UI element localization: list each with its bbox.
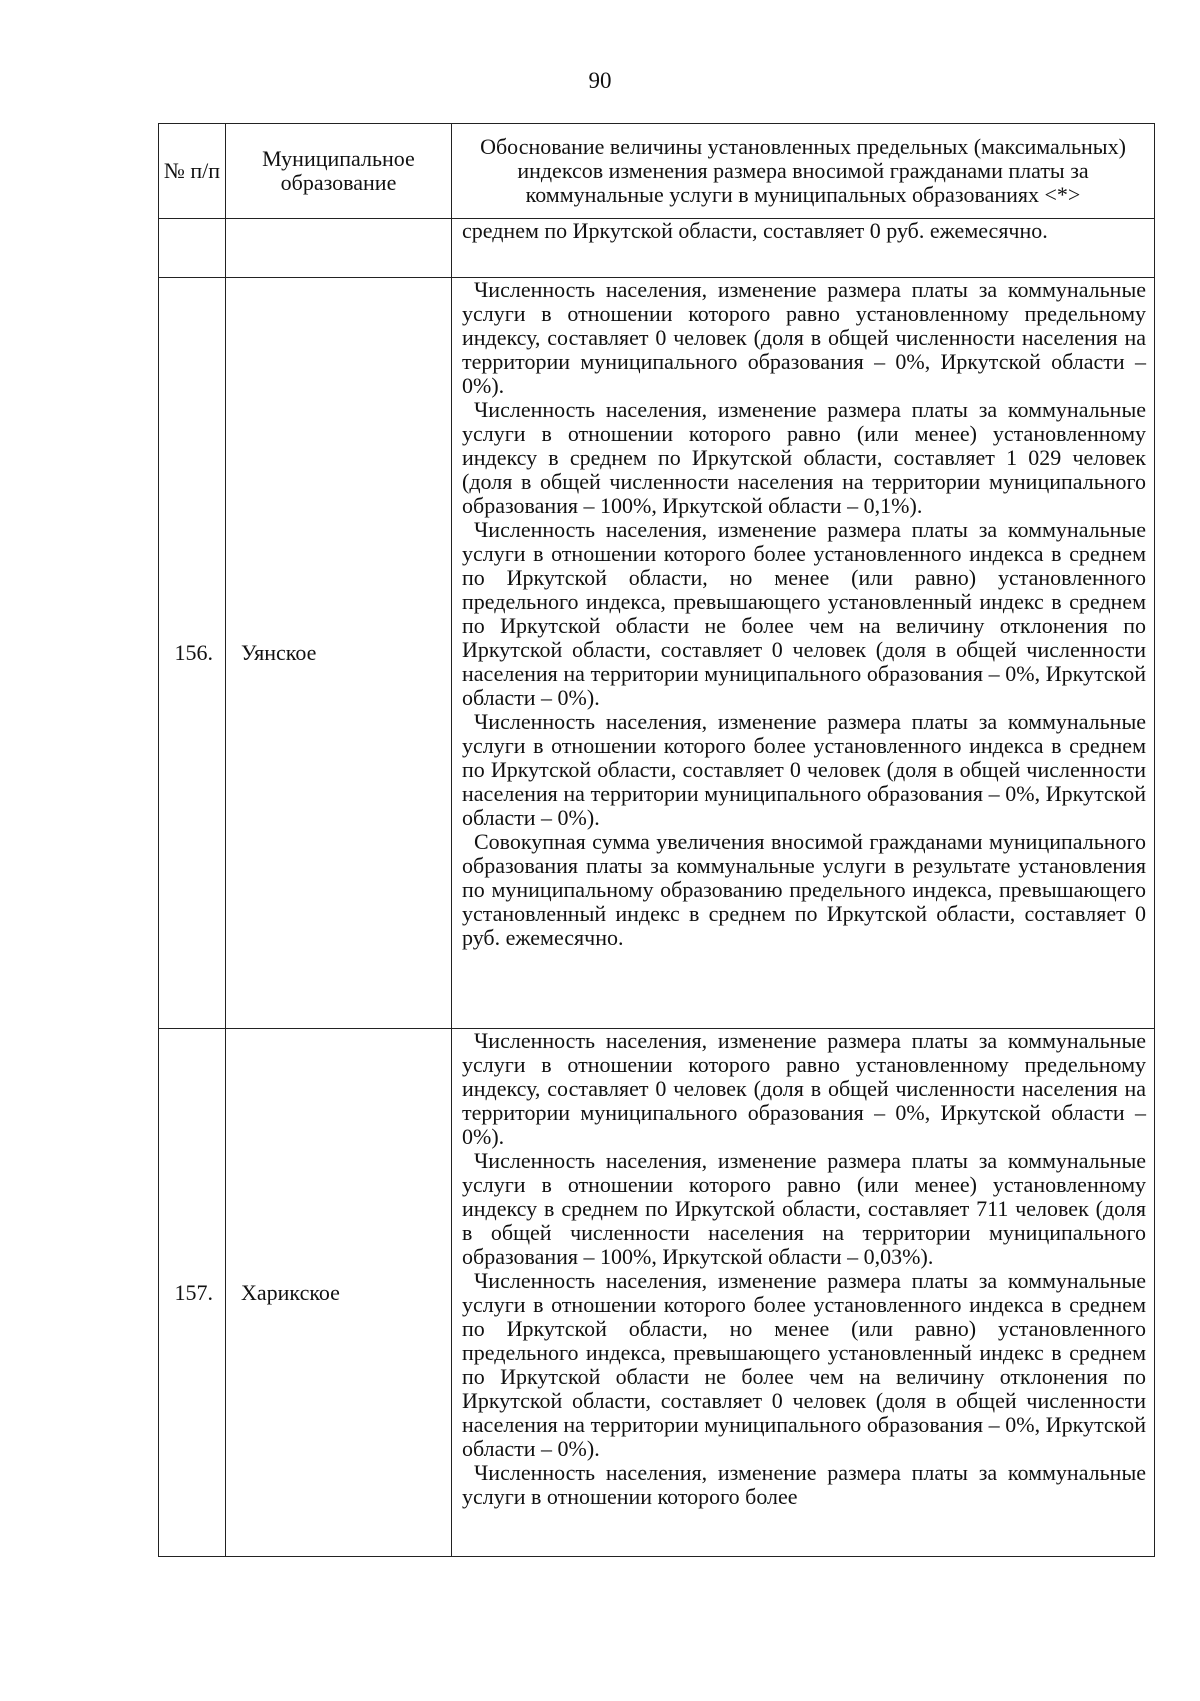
row-justification	[452, 1029, 1155, 1557]
row-number: 156.	[159, 278, 226, 1029]
row-number	[159, 219, 226, 278]
row-justification	[452, 278, 1155, 1029]
table-row	[159, 219, 1155, 278]
justification-paragraph: Численность населения, изменение размера платы за коммунальные услуги в отношении которого равно (или менее) установленному индексу в среднем по Иркутской области, составляет 1 029 человек (доля в общей численности населения на территории муниципального образования – 100%, Иркутской области – 0,1%).	[462, 397, 1146, 518]
tariff-index-table	[158, 123, 1155, 1557]
table-row	[159, 278, 1155, 1029]
row-municipality: Харикское	[226, 1029, 452, 1557]
header-justification: Обоснование величины установленных предельных (максимальных) индексов изменения размера вносимой гражданами платы за коммунальные услуги в муниципальных образованиях <*>	[452, 124, 1155, 219]
justification-paragraph: Численность населения, изменение размера платы за коммунальные услуги в отношении которого более установленного индекса в среднем по Иркутской области, составляет 0 человек (доля в общей численности населения на территории муниципального образования – 0%, Иркутской области – 0%).	[462, 709, 1146, 830]
justification-paragraph: Численность населения, изменение размера платы за коммунальные услуги в отношении которого равно установленному предельному индексу, составляет 0 человек (доля в общей численности населения на территории муниципального образования – 0%, Иркутской области – 0%).	[462, 277, 1146, 398]
justification-paragraph: Численность населения, изменение размера платы за коммунальные услуги в отношении которого более	[462, 1460, 1146, 1509]
header-municipality: Муниципальное образование	[226, 124, 452, 219]
row-justification	[452, 219, 1155, 278]
justification-paragraph: Численность населения, изменение размера платы за коммунальные услуги в отношении которого равно (или менее) установленному индексу в среднем по Иркутской области, составляет 711 человек (доля в общей численности населения на территории муниципального образования – 100%, Иркутской области – 0,03%).	[462, 1148, 1146, 1269]
page-number: 90	[588, 68, 612, 93]
row-number: 157.	[159, 1029, 226, 1557]
header-number: № п/п	[159, 124, 226, 219]
justification-paragraph: Совокупная сумма увеличения вносимой гражданами муниципального образования платы за коммунальные услуги в результате установления по муниципальному образованию предельного индекса, превышающего установленный индекс в среднем по Иркутской области, составляет 0 руб. ежемесячно.	[462, 829, 1146, 950]
row-municipality: Уянское	[226, 278, 452, 1029]
justification-paragraph: Численность населения, изменение размера платы за коммунальные услуги в отношении которого более установленного индекса в среднем по Иркутской области, но менее (или равно) установленного предельного индекса, превышающего установленный индекс в среднем по Иркутской области не более чем на величину отклонения по Иркутской области, составляет 0 человек (доля в общей численности населения на территории муниципального образования – 0%, Иркутской области – 0%).	[462, 517, 1146, 710]
table-row	[159, 1029, 1155, 1557]
justification-paragraph: Численность населения, изменение размера платы за коммунальные услуги в отношении которого более установленного индекса в среднем по Иркутской области, но менее (или равно) установленного предельного индекса, превышающего установленный индекс в среднем по Иркутской области не более чем на величину отклонения по Иркутской области, составляет 0 человек (доля в общей численности населения на территории муниципального образования – 0%, Иркутской области – 0%).	[462, 1268, 1146, 1461]
justification-paragraph: среднем по Иркутской области, составляет 0 руб. ежемесячно.	[462, 218, 1048, 243]
justification-paragraph: Численность населения, изменение размера платы за коммунальные услуги в отношении которого равно установленному предельному индексу, составляет 0 человек (доля в общей численности населения на территории муниципального образования – 0%, Иркутской области – 0%).	[462, 1028, 1146, 1149]
table-header-row	[159, 124, 1155, 219]
row-municipality	[226, 219, 452, 278]
